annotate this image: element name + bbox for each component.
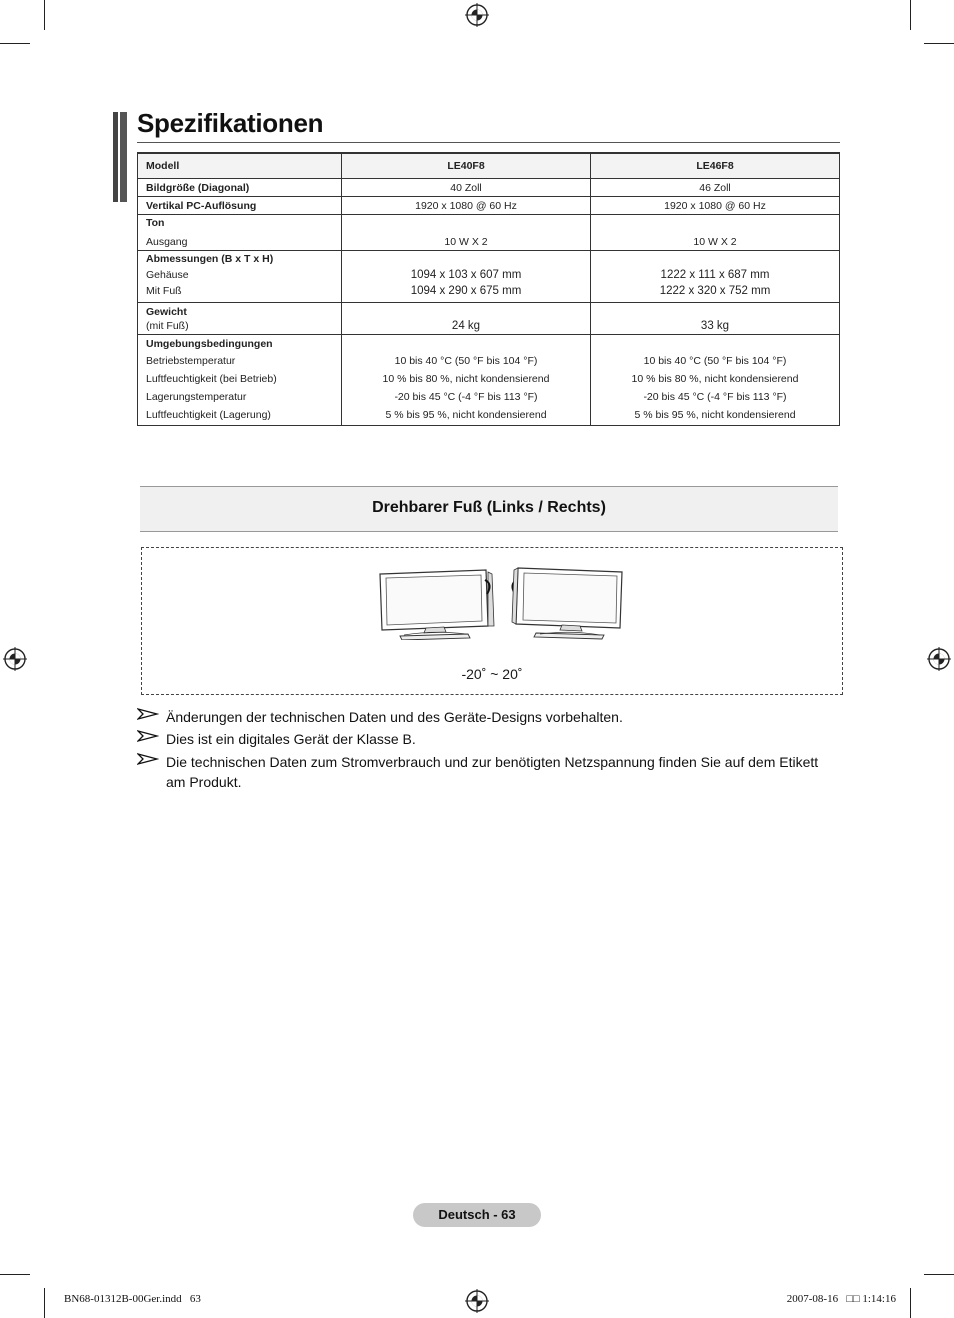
row-label: Luftfeuchtigkeit (bei Betrieb) [146, 373, 277, 385]
group-label: Ton [146, 217, 165, 229]
group-label: Abmessungen (B x T x H) [146, 253, 274, 265]
table-row [138, 179, 840, 197]
swivel-figure [141, 547, 843, 695]
row-value: 10 % bis 80 %, nicht kondensierend [631, 373, 799, 385]
title-accent-bar [113, 112, 127, 202]
row-label: Mit Fuß [146, 285, 182, 297]
row-value: -20 bis 45 °C (-4 °F bis 113 °F) [394, 391, 538, 403]
crop-mark [44, 0, 45, 30]
row-label: Gehäuse [146, 269, 189, 281]
title-rule [137, 142, 840, 143]
note-arrow-icon [137, 729, 159, 743]
note-text: Änderungen der technischen Daten und des Geräte-Designs vorbehalten. [166, 709, 623, 725]
row-value: 1222 x 111 x 687 mm [660, 269, 770, 281]
header-col2: LE46F8 [591, 153, 840, 179]
row-value: 40 Zoll [450, 181, 482, 194]
row-value: 10 % bis 80 %, nicht kondensierend [382, 373, 550, 385]
group-label: Gewicht [146, 306, 187, 318]
section-heading-box [140, 486, 838, 532]
row-value: 1920 x 1080 @ 60 Hz [415, 199, 517, 212]
swivel-angle-label: -20˚ ~ 20˚ [461, 666, 523, 682]
group-label: Umgebungsbedingungen [146, 338, 273, 350]
row-value: 24 kg [451, 320, 481, 332]
table-row [138, 215, 840, 251]
row-label: (mit Fuß) [146, 320, 189, 332]
registration-mark-icon [465, 1289, 489, 1313]
section-title: Drehbarer Fuß (Links / Rechts) [372, 499, 606, 516]
header-col1: LE40F8 [342, 153, 591, 179]
header-label: Modell [138, 153, 342, 179]
note-arrow-icon [137, 707, 159, 721]
row-label: Vertikal PC-Auflösung [146, 199, 257, 212]
note-text: Dies ist ein digitales Gerät der Klasse B. [166, 731, 416, 747]
crop-mark [924, 1274, 954, 1275]
crop-mark [924, 43, 954, 44]
row-value: 5 % bis 95 %, nicht kondensierend [385, 409, 547, 421]
row-value: 1920 x 1080 @ 60 Hz [664, 199, 766, 212]
registration-mark-icon [927, 647, 951, 671]
row-value: 1222 x 320 x 752 mm [659, 285, 771, 297]
row-value: 5 % bis 95 %, nicht kondensierend [634, 409, 796, 421]
print-slug-left: BN68-01312B-00Ger.indd 63 [64, 1293, 201, 1305]
row-value: 10 W X 2 [693, 236, 737, 248]
crop-mark [910, 0, 911, 30]
crop-mark [0, 1274, 30, 1275]
table-row [138, 303, 840, 335]
page-number-badge: Deutsch - 63 [413, 1203, 541, 1227]
row-label: Bildgröße (Diagonal) [146, 181, 250, 194]
row-value: 1094 x 103 x 607 mm [410, 269, 522, 281]
row-value: 10 bis 40 °C (50 °F bis 104 °F) [394, 355, 538, 367]
registration-mark-icon [3, 647, 27, 671]
note-arrow-icon [137, 752, 159, 766]
table-row [138, 251, 840, 303]
row-label: Betriebstemperatur [146, 355, 236, 367]
row-label: Ausgang [146, 236, 188, 248]
row-label: Luftfeuchtigkeit (Lagerung) [146, 409, 271, 421]
row-value: 33 kg [700, 320, 730, 332]
spec-table [137, 152, 840, 426]
table-row [138, 197, 840, 215]
note-text: Die technischen Daten zum Stromverbrauch und zur benötigten Netzspannung finden Sie auf dem Etikett am Produkt. [166, 754, 819, 790]
table-header-row [138, 153, 840, 179]
row-value: 1094 x 290 x 675 mm [410, 285, 522, 297]
registration-mark-icon [465, 3, 489, 27]
crop-mark [0, 43, 30, 44]
row-value: 10 bis 40 °C (50 °F bis 104 °F) [643, 355, 787, 367]
row-value: -20 bis 45 °C (-4 °F bis 113 °F) [643, 391, 787, 403]
crop-mark [910, 1288, 911, 1318]
tv-icon [510, 566, 628, 640]
page-title: Spezifikationen [137, 108, 324, 138]
tv-icon [378, 568, 498, 640]
row-value: 10 W X 2 [444, 236, 488, 248]
table-row [138, 335, 840, 426]
row-value: 46 Zoll [699, 181, 731, 194]
row-label: Lagerungstemperatur [146, 391, 247, 403]
crop-mark [44, 1288, 45, 1318]
print-slug-right: 2007-08-16 □□ 1:14:16 [786, 1293, 896, 1305]
